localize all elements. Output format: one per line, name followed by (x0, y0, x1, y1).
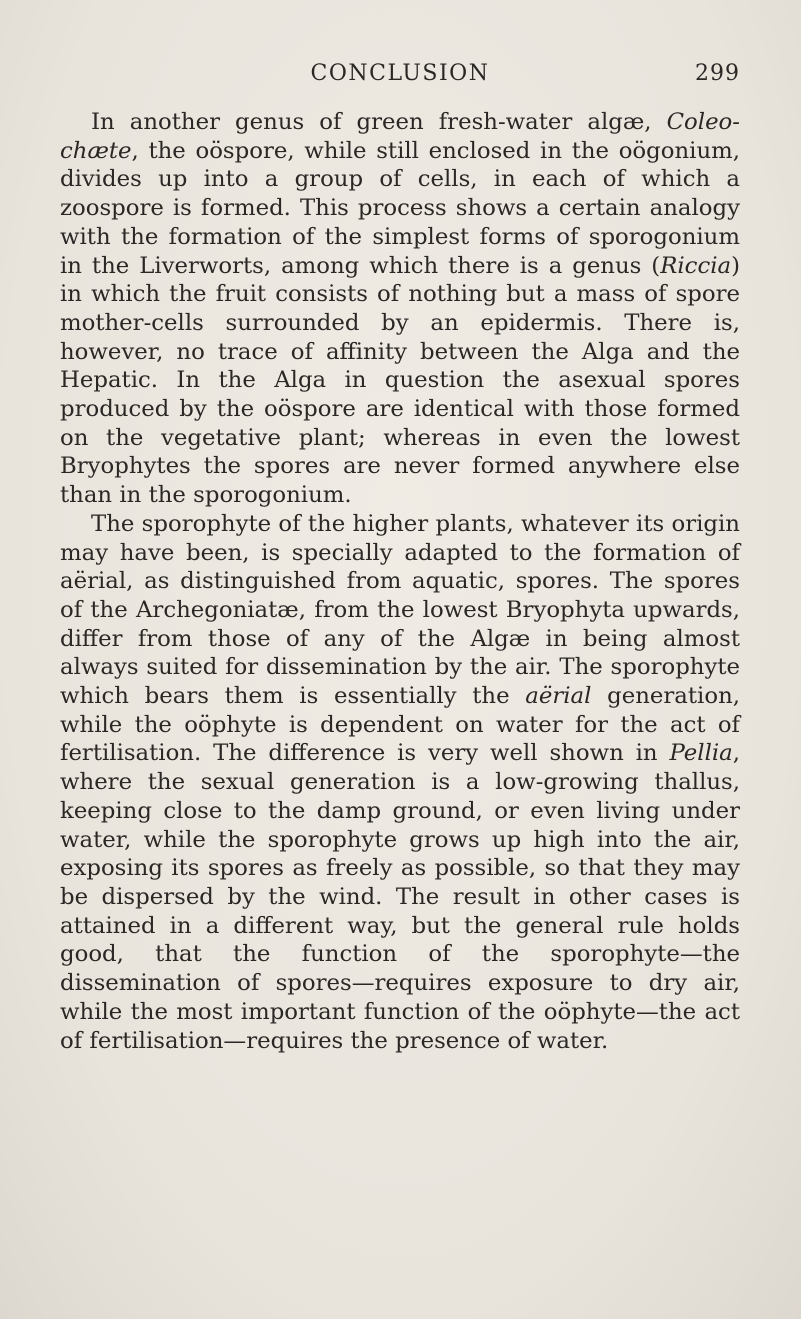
body-text (60, 108, 740, 1055)
italic-term: Coleo-chæte (60, 109, 740, 164)
paragraph (60, 108, 740, 510)
italic-term: Pellia (669, 740, 733, 767)
text-run: The sporophyte of the higher plants, whatever its origin may have been, is specially adapted to the formation of aërial, as distinguished from aquatic, spores. The spores of the Archegoniatæ, from the lowest Bryophyta upwards, differ from those of any of the Algæ in being almost always suited for dissemination by the air. The sporophyte which bears them is essentially the (60, 510, 740, 710)
page-number: 299 (695, 61, 740, 86)
page-header (60, 56, 740, 92)
italic-term: Riccia (660, 252, 732, 279)
text-run: generation, while the oöphyte is dependent on water for the act of fertilisation. The difference is very well shown in (60, 683, 740, 767)
running-head: CONCLUSION (310, 61, 490, 86)
text-run: In another genus of green fresh-water algæ, (91, 109, 667, 135)
text-run: , the oöspore, while still enclosed in the oögonium, divides up into a group of cells, in each of which a zoospore is formed. This process shows a certain analogy with the formation of the simplest forms of sporogonium in the Liverworts, among which there is a genus ( (60, 137, 740, 279)
italic-term: aërial (525, 683, 592, 710)
text-run: , where the sexual generation is a low-growing thallus, keeping close to the damp ground, or even living under water, while the sporophyte grows up high into the air, exposing its spores as freely as possible, so that they may be dispersed by the wind. The result in other cases is attained in a different way, but the general rule holds good, that the function of the sporophyte—the dissemination of spores—requires exposure to dry air, while the most important function of the oöphyte—the act of fertilisation—requires the presence of water. (60, 740, 740, 1054)
text-run: ) in which the fruit consists of nothing but a mass of spore mother-cells surrounded by an epidermis. There is, however, no trace of affinity between the Alga and the Hepatic. In the Alga in question the asexual spores produced by the oöspore are identical with those formed on the vegetative plant; whereas in even the lowest Bryophytes the spores are never formed anywhere else than in the sporogonium. (60, 252, 740, 509)
paragraph (60, 510, 740, 1055)
